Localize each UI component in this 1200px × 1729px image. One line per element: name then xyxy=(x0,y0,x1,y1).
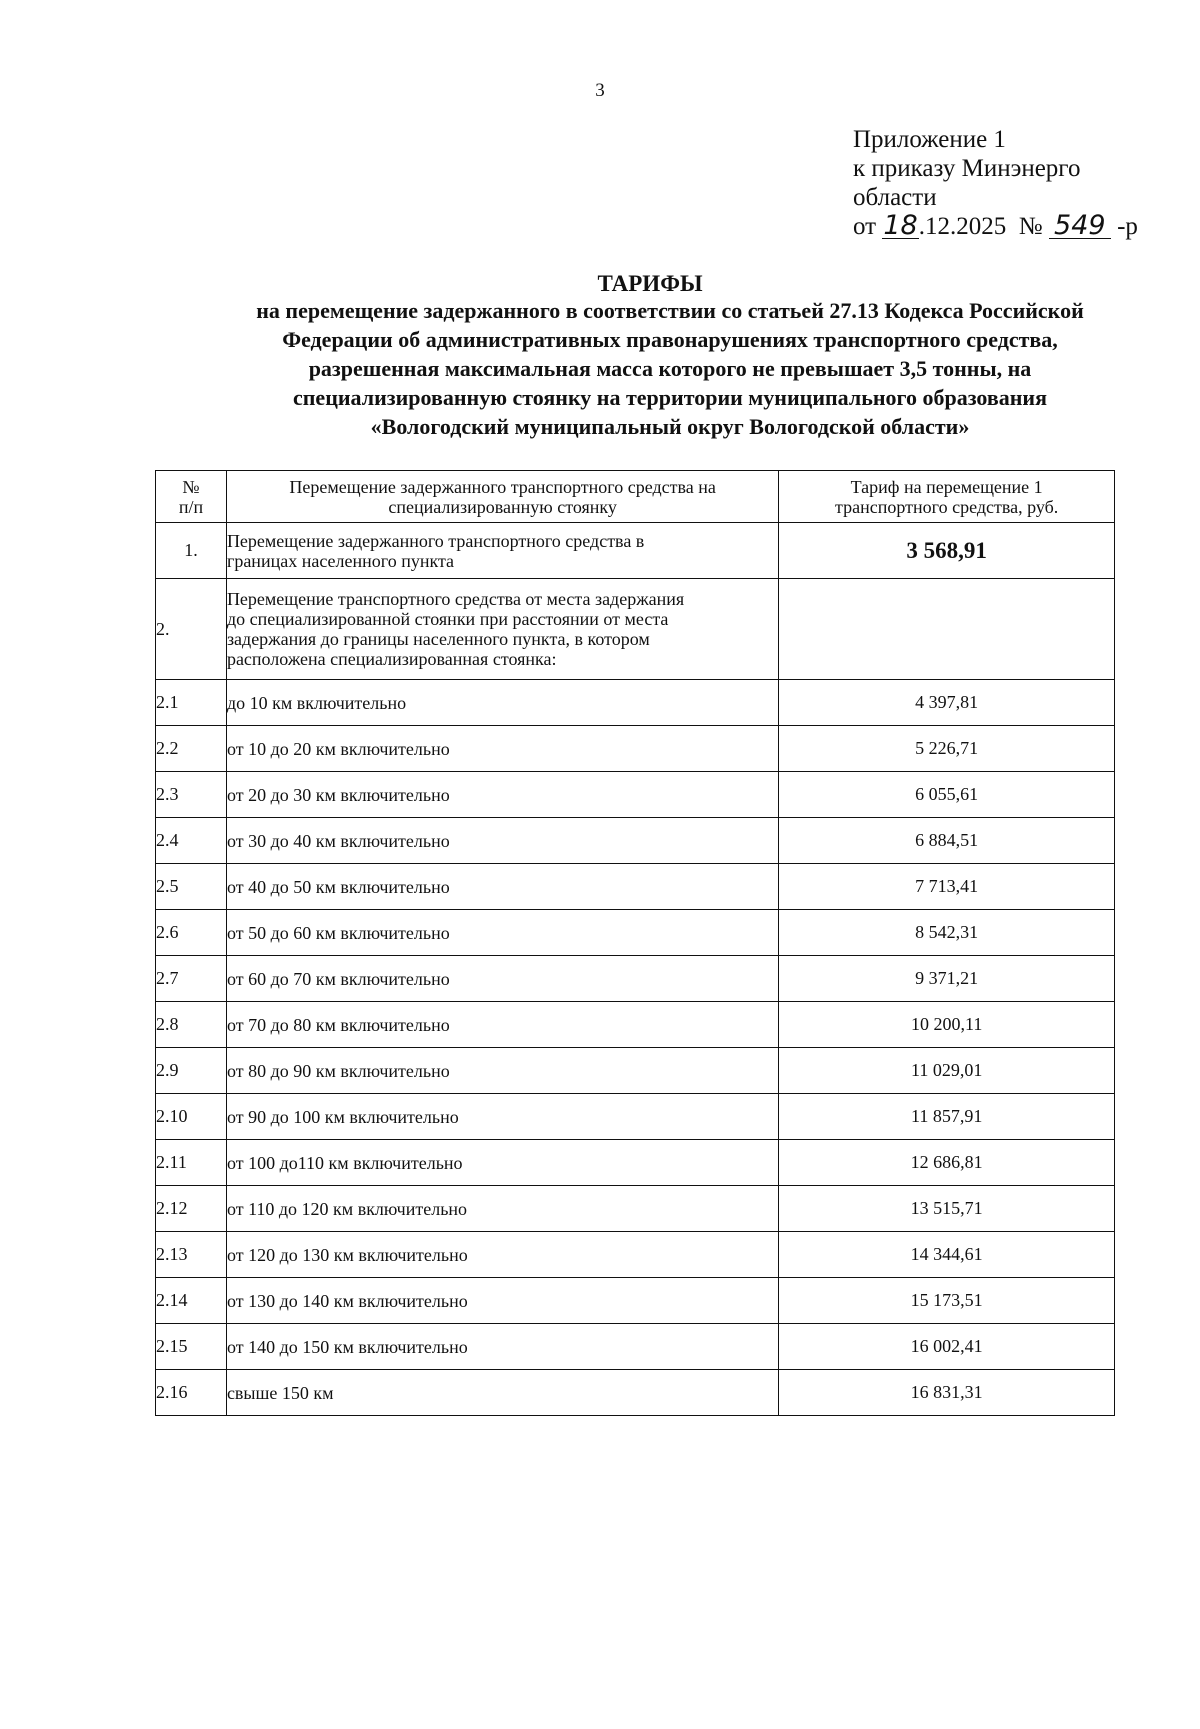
row-number: 1. xyxy=(156,523,227,579)
page-number: 3 xyxy=(595,80,605,101)
date-prefix: от xyxy=(853,213,877,240)
row-description xyxy=(226,579,778,680)
appendix-line: области xyxy=(853,184,937,211)
table-row xyxy=(156,818,1115,864)
row-tariff: 8 542,31 xyxy=(779,910,1115,956)
row-tariff: 6 055,61 xyxy=(779,772,1115,818)
table-row xyxy=(156,1002,1115,1048)
tariff-table xyxy=(155,470,1115,1416)
row-tariff: 15 173,51 xyxy=(779,1278,1115,1324)
number-suffix: -р xyxy=(1117,213,1138,240)
subtitle-line: Федерации об административных правонарушениях транспортного средства, xyxy=(282,327,1058,352)
subtitle-line: специализированную стоянку на территории муниципального образования xyxy=(292,385,1047,410)
header-num xyxy=(156,471,227,523)
row-number: 2.4 xyxy=(156,818,227,864)
header-num-line: п/п xyxy=(178,496,204,517)
row-description: от 110 до 120 км включительно xyxy=(226,1186,778,1232)
document-subtitle xyxy=(150,296,1190,441)
row-description: от 120 до 130 км включительно xyxy=(226,1232,778,1278)
row-number: 2.1 xyxy=(156,680,227,726)
table-row xyxy=(156,1094,1115,1140)
row-tariff: 5 226,71 xyxy=(779,726,1115,772)
row-number: 2.7 xyxy=(156,956,227,1002)
row-description: от 80 до 90 км включительно xyxy=(226,1048,778,1094)
row-tariff xyxy=(779,579,1115,680)
row-number: 2.16 xyxy=(156,1370,227,1416)
date-rest: .12.2025 xyxy=(918,213,1007,240)
handwritten-day: 18 xyxy=(883,210,918,241)
row-tariff: 7 713,41 xyxy=(779,864,1115,910)
row-tariff: 10 200,11 xyxy=(779,1002,1115,1048)
row-tariff: 16 002,41 xyxy=(779,1324,1115,1370)
table-row xyxy=(156,1278,1115,1324)
table-row xyxy=(156,1232,1115,1278)
row-desc-line: задержания до границы населенного пункта, в котором xyxy=(226,629,650,649)
row-tariff: 11 857,91 xyxy=(779,1094,1115,1140)
handwritten-number: 549 xyxy=(1049,214,1111,239)
row-description: от 130 до 140 км включительно xyxy=(226,1278,778,1324)
row-number: 2.12 xyxy=(156,1186,227,1232)
row-tariff: 16 831,31 xyxy=(779,1370,1115,1416)
row-tariff: 11 029,01 xyxy=(779,1048,1115,1094)
header-tariff-line: Тариф на перемещение 1 xyxy=(850,476,1043,497)
row-description: от 30 до 40 км включительно xyxy=(226,818,778,864)
order-date-number xyxy=(853,212,1138,241)
row-description: от 50 до 60 км включительно xyxy=(226,910,778,956)
row-desc-line: до специализированной стоянки при расстоянии от места xyxy=(226,609,669,629)
table-row xyxy=(156,523,1115,579)
row-number: 2.14 xyxy=(156,1278,227,1324)
table-row xyxy=(156,680,1115,726)
row-desc-line: Перемещение транспортного средства от места задержания xyxy=(226,589,685,609)
row-number: 2.11 xyxy=(156,1140,227,1186)
row-tariff: 14 344,61 xyxy=(779,1232,1115,1278)
number-prefix: № xyxy=(1018,213,1043,240)
row-number: 2.13 xyxy=(156,1232,227,1278)
appendix-line: к приказу Минэнерго xyxy=(853,155,1081,182)
table-header-row xyxy=(156,471,1115,523)
row-number: 2.3 xyxy=(156,772,227,818)
table-row xyxy=(156,956,1115,1002)
row-tariff: 6 884,51 xyxy=(779,818,1115,864)
row-description: от 100 до110 км включительно xyxy=(226,1140,778,1186)
table-row xyxy=(156,726,1115,772)
table-row xyxy=(156,1186,1115,1232)
row-description: от 90 до 100 км включительно xyxy=(226,1094,778,1140)
row-description: от 140 до 150 км включительно xyxy=(226,1324,778,1370)
table-row xyxy=(156,772,1115,818)
row-description: до 10 км включительно xyxy=(226,680,778,726)
row-number: 2.2 xyxy=(156,726,227,772)
row-number: 2. xyxy=(156,579,227,680)
row-number: 2.10 xyxy=(156,1094,227,1140)
table-row xyxy=(156,1324,1115,1370)
header-num-line: № xyxy=(182,476,200,497)
table-row xyxy=(156,1140,1115,1186)
table-row xyxy=(156,864,1115,910)
subtitle-line: разрешенная максимальная масса которого не превышает 3,5 тонны, на xyxy=(308,356,1032,381)
row-tariff: 13 515,71 xyxy=(779,1186,1115,1232)
row-description: от 60 до 70 км включительно xyxy=(226,956,778,1002)
row-number: 2.9 xyxy=(156,1048,227,1094)
header-description xyxy=(226,471,778,523)
row-number: 2.15 xyxy=(156,1324,227,1370)
row-description: от 40 до 50 км включительно xyxy=(226,864,778,910)
header-tariff-line: транспортного средства, руб. xyxy=(835,496,1059,517)
row-tariff: 3 568,91 xyxy=(779,523,1115,579)
row-tariff: 9 371,21 xyxy=(779,956,1115,1002)
row-description: от 20 до 30 км включительно xyxy=(226,772,778,818)
row-number: 2.8 xyxy=(156,1002,227,1048)
header-desc-line: специализированную стоянку xyxy=(388,496,617,517)
row-description: свыше 150 км xyxy=(226,1370,778,1416)
row-description xyxy=(226,523,778,579)
row-desc-line: границах населенного пункта xyxy=(226,550,455,571)
table-row xyxy=(156,1048,1115,1094)
row-description: от 10 до 20 км включительно xyxy=(226,726,778,772)
subtitle-line: на перемещение задержанного в соответствии со статьей 27.13 Кодекса Российской xyxy=(256,298,1084,323)
row-tariff: 12 686,81 xyxy=(779,1140,1115,1186)
header-tariff xyxy=(779,471,1115,523)
row-desc-line: расположена специализированная стоянка: xyxy=(226,649,557,669)
appendix-block xyxy=(853,125,1138,241)
subtitle-line: «Вологодский муниципальный округ Вологодской области» xyxy=(370,414,970,439)
row-number: 2.6 xyxy=(156,910,227,956)
row-tariff: 4 397,81 xyxy=(779,680,1115,726)
header-desc-line: Перемещение задержанного транспортного средства на xyxy=(289,476,716,497)
row-number: 2.5 xyxy=(156,864,227,910)
table-row xyxy=(156,910,1115,956)
appendix-line: Приложение 1 xyxy=(853,126,1006,153)
table-row xyxy=(156,1370,1115,1416)
document-title: ТАРИФЫ xyxy=(597,271,703,296)
table-row xyxy=(156,579,1115,680)
row-description: от 70 до 80 км включительно xyxy=(226,1002,778,1048)
row-desc-line: Перемещение задержанного транспортного средства в xyxy=(226,530,645,551)
